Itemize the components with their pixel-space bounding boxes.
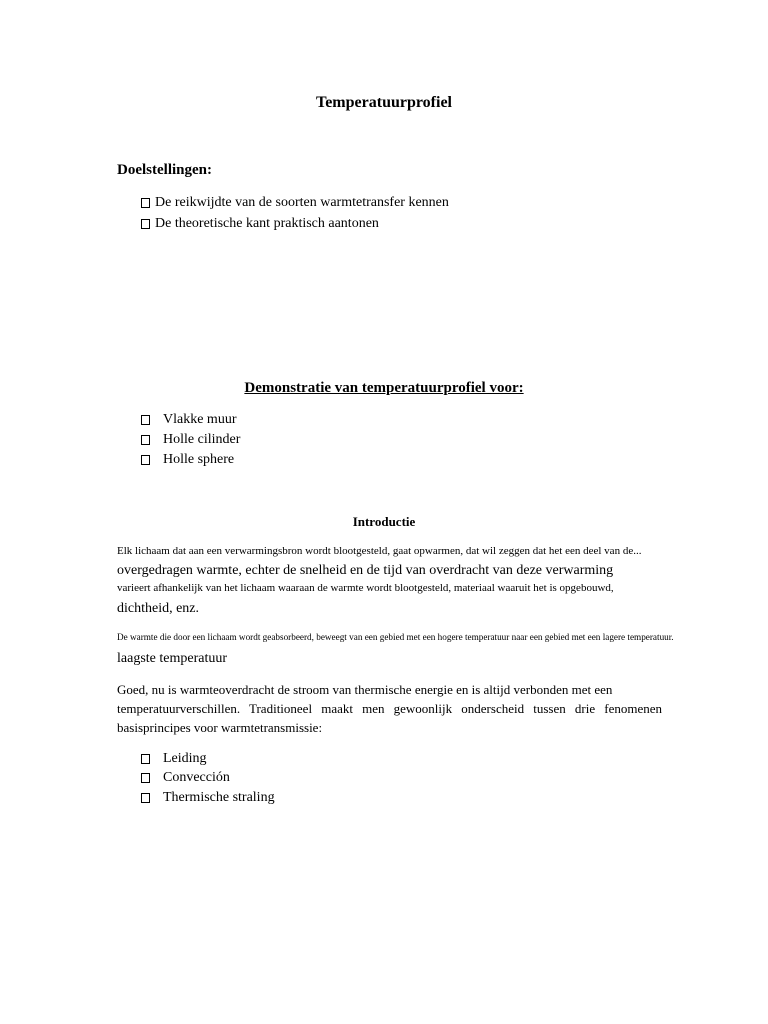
- intro-line: Goed, nu is warmteoverdracht de stroom van thermische energie en is altijd verbonden met een: [117, 682, 613, 697]
- intro-line: dichtheid, enz.: [117, 601, 200, 616]
- bullet-box-icon: [141, 455, 150, 465]
- bullet-box-icon: [141, 793, 150, 803]
- bullet-box-icon: [141, 773, 150, 783]
- objective-item-label: De reikwijdte van de soorten warmtetransfer kennen: [155, 195, 449, 210]
- demonstration-item: [141, 452, 234, 468]
- objective-item: [141, 216, 379, 232]
- intro-line: Elk lichaam dat aan een verwarmingsbron wordt blootgesteld, gaat opwarmen, dat wil zeggen dat het een deel van de...: [117, 545, 642, 557]
- objectives-heading: Doelstellingen:: [117, 162, 212, 178]
- phenomenon-item: [141, 790, 275, 806]
- intro-line: varieert afhankelijk van het lichaam waaraan de warmte wordt blootgesteld, materiaal waaruit het is opgebouwd,: [117, 582, 614, 594]
- demonstration-item-label: Vlakke muur: [163, 412, 237, 427]
- intro-line: basisprincipes voor warmtetransmissie:: [117, 720, 323, 735]
- objective-item-label: De theoretische kant praktisch aantonen: [155, 216, 379, 231]
- demonstration-item-label: Holle cilinder: [163, 432, 241, 447]
- bullet-box-icon: [141, 219, 150, 229]
- bullet-box-icon: [141, 198, 150, 208]
- bullet-box-icon: [141, 754, 150, 764]
- bullet-box-icon: [141, 415, 150, 425]
- phenomenon-item-label: Thermische straling: [163, 790, 275, 805]
- objective-item: [141, 195, 449, 211]
- bullet-box-icon: [141, 435, 150, 445]
- introduction-heading: Introductie: [352, 514, 416, 529]
- demonstration-item: [141, 412, 236, 428]
- demonstration-heading: Demonstratie van temperatuurprofiel voor:: [244, 380, 524, 396]
- demonstration-item: [141, 432, 240, 448]
- intro-line: overgedragen warmte, echter de snelheid en de tijd van overdracht van deze verwarming: [117, 563, 614, 578]
- intro-line: temperatuurverschillen. Traditioneel maakt men gewoonlijk onderscheid tussen drie fenomenen: [117, 701, 662, 716]
- demonstration-item-label: Holle sphere: [163, 452, 235, 467]
- intro-line: De warmte die door een lichaam wordt geabsorbeerd, beweegt van een gebied met een hogere temperatuur naar een gebied met een lagere temperatuur.: [117, 632, 674, 642]
- phenomenon-item: [141, 751, 207, 767]
- phenomenon-item-label: Convección: [163, 770, 230, 785]
- phenomenon-item: [141, 770, 230, 786]
- phenomenon-item-label: Leiding: [163, 751, 207, 766]
- page-title: Temperatuurprofiel: [316, 94, 452, 111]
- intro-line: laagste temperatuur: [117, 651, 228, 666]
